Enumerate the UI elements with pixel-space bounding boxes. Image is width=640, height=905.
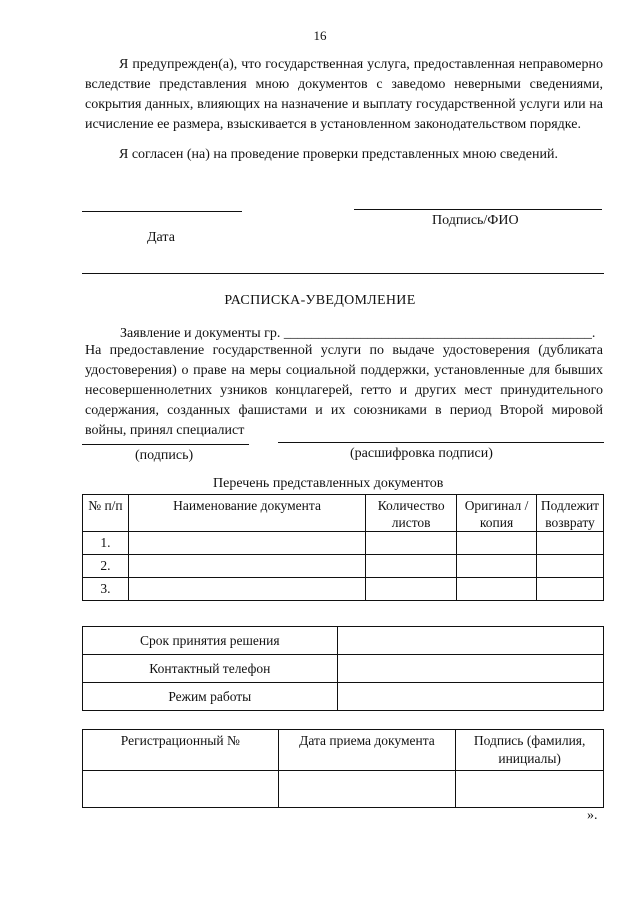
row-number: 3. <box>83 578 129 601</box>
sheet-count-cell[interactable] <box>366 532 457 555</box>
date-label: Дата <box>147 230 175 245</box>
registration-table <box>82 729 604 808</box>
row-number: 2. <box>83 555 129 578</box>
table-row <box>83 771 604 808</box>
original-copy-cell[interactable] <box>457 532 537 555</box>
return-cell[interactable] <box>536 555 603 578</box>
header-signature: Подпись (фамилия, инициалы) <box>456 730 604 771</box>
table-row <box>83 683 604 711</box>
header-receipt-date: Дата приема документа <box>278 730 456 771</box>
section-divider <box>82 273 604 274</box>
closing-mark: ». <box>587 808 598 823</box>
work-hours-value[interactable] <box>337 683 603 711</box>
signature-line <box>354 209 602 210</box>
decode-label: (расшифровка подписи) <box>350 446 493 461</box>
warning-paragraph: Я предупрежден(а), что государственная услуга, предоставленная неправомерно вследствие представления мною документов с заведомо неверными сведениями, сокрытия данных, влияющих на назначение и выплату государственной услуги или на исчисление ее размера, взыскивается в установленном законодательством порядке. <box>85 57 603 132</box>
registration-number-cell[interactable] <box>83 771 279 808</box>
row-number: 1. <box>83 532 129 555</box>
decision-deadline-label: Срок принятия решения <box>83 627 338 655</box>
sign-label: (подпись) <box>135 448 194 463</box>
table-row <box>83 655 604 683</box>
receipt-date-cell[interactable] <box>278 771 456 808</box>
contact-phone-label: Контактный телефон <box>83 655 338 683</box>
documents-table <box>82 494 604 601</box>
header-registration-number: Регистрационный № <box>83 730 279 771</box>
work-hours-label: Режим работы <box>83 683 338 711</box>
service-paragraph: На предоставление государственной услуги по выдаче удостоверения (дубликата удостоверения) о праве на меры социальной поддержки, установленные для бывших несовершеннолетних узников концлагерей, гетто и других мест принудительного содержания, созданных фашистами и их союзниками в период Второй мировой войны, принял специалист <box>85 343 603 438</box>
header-original-copy: Оригинал /копия <box>457 495 537 532</box>
table-row <box>83 578 604 601</box>
contact-phone-value[interactable] <box>337 655 603 683</box>
table-row <box>83 555 604 578</box>
table-row <box>83 532 604 555</box>
header-number: № п/п <box>83 495 129 532</box>
documents-table-caption: Перечень представленных документов <box>213 476 444 491</box>
document-name-cell[interactable] <box>128 578 365 601</box>
decision-deadline-value[interactable] <box>337 627 603 655</box>
receipt-title: РАСПИСКА-УВЕДОМЛЕНИЕ <box>224 293 416 308</box>
date-line <box>82 211 242 212</box>
specialist-decode-line <box>278 442 604 443</box>
sheet-count-cell[interactable] <box>366 578 457 601</box>
header-sheet-count: Количество листов <box>366 495 457 532</box>
page-number: 16 <box>313 28 327 43</box>
specialist-sign-line <box>82 444 249 445</box>
header-document-name: Наименование документа <box>128 495 365 532</box>
document-name-cell[interactable] <box>128 555 365 578</box>
signature-label: Подпись/ФИО <box>432 213 519 228</box>
signature-cell[interactable] <box>456 771 604 808</box>
original-copy-cell[interactable] <box>457 555 537 578</box>
table-row <box>83 627 604 655</box>
sheet-count-cell[interactable] <box>366 555 457 578</box>
header-return: Подлежит возврату <box>536 495 603 532</box>
return-cell[interactable] <box>536 578 603 601</box>
consent-paragraph: Я согласен (на) на проведение проверки представленных мною сведений. <box>119 147 558 162</box>
return-cell[interactable] <box>536 532 603 555</box>
info-table <box>82 626 604 711</box>
document-name-cell[interactable] <box>128 532 365 555</box>
original-copy-cell[interactable] <box>457 578 537 601</box>
application-line: Заявление и документы гр. ____________________________________________. <box>120 326 596 341</box>
